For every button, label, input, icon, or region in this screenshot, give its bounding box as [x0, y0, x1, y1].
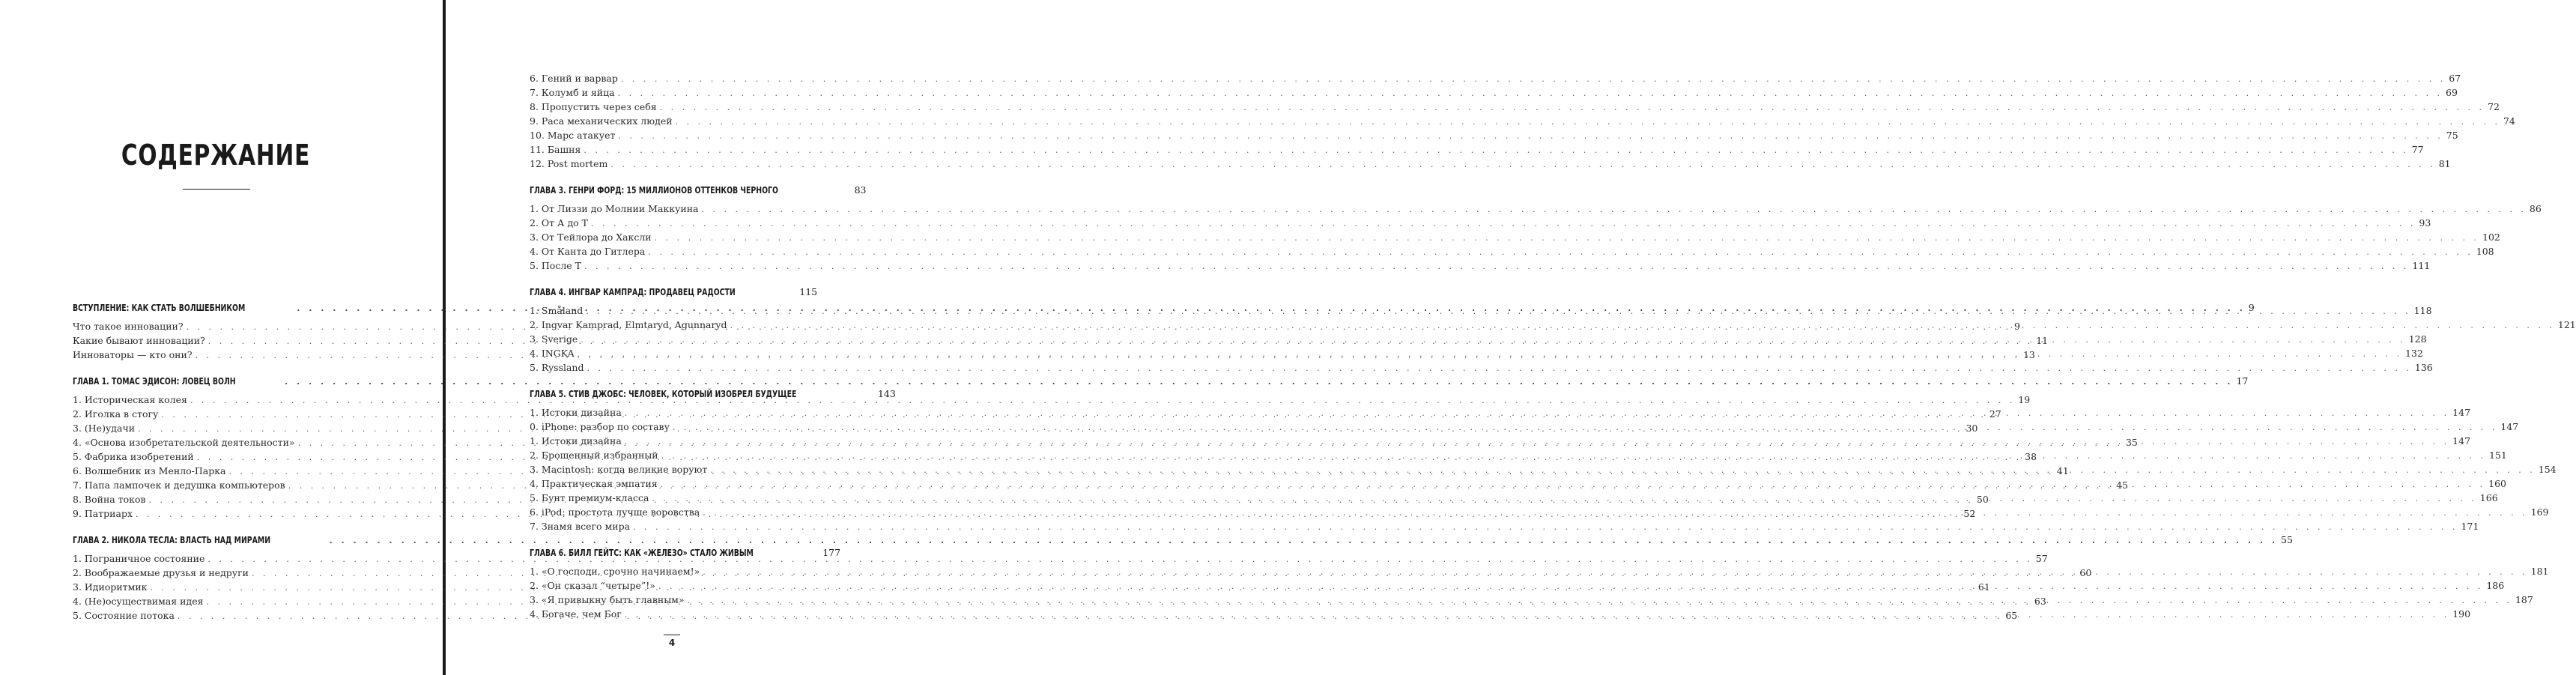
page-ref: 111: [2412, 260, 2431, 271]
dot-leader: [673, 420, 2497, 435]
entry-title: 4. INGKA: [530, 348, 575, 359]
entry-title: 1. Пограничное состояние: [73, 553, 205, 564]
toc-entry-row: [530, 346, 2423, 360]
dot-leader: [618, 129, 2443, 143]
page-ref: 136: [2414, 362, 2433, 373]
entry-title: 2. Воображаемые друзья и недруги: [73, 567, 249, 578]
toc-entry-row: [530, 216, 2431, 230]
dot-leader: [586, 304, 2410, 318]
chapter-title: ГЛАВА 5. СТИВ ДЖОБС: ЧЕЛОВЕК, КОТОРЫЙ ИЗОБРЕЛ БУДУЩЕЕ: [530, 389, 797, 399]
toc-entry-row: [530, 258, 2431, 273]
page-ref: 52: [1963, 508, 1976, 519]
page-ref: 55: [2281, 534, 2293, 545]
entry-title: 4. Практическая эмпатия: [530, 478, 658, 489]
dot-leader: [584, 143, 2408, 157]
toc-entry-row: [530, 244, 2494, 258]
page-ref: 60: [2079, 567, 2092, 578]
entry-title: 7. Папа лампочек и дедушка компьютеров: [73, 479, 285, 491]
entry-title: 2. Ingvar Kamprad, Elmtaryd, Agunnaryd: [530, 319, 727, 330]
dot-leader: [618, 86, 2443, 100]
entry-title: 1. Småland: [530, 305, 584, 316]
toc-entry-row: [530, 303, 2432, 318]
dot-leader: [688, 593, 2512, 608]
chapter-title: ВСТУПЛЕНИЕ: КАК СТАТЬ ВОЛШЕБНИКОМ: [73, 303, 246, 313]
page-ref: 65: [2005, 610, 2018, 621]
page-ref: 147: [2452, 407, 2471, 418]
entry-title: 3. Sverige: [530, 333, 578, 345]
page-ref: 69: [2446, 87, 2458, 98]
toc-entry-row: [530, 318, 2576, 332]
entry-title: 4. От Канта до Гитлера: [530, 246, 646, 257]
page-ref: 128: [2408, 333, 2427, 345]
dot-leader: [660, 100, 2485, 115]
toc-chapter-row: [530, 387, 896, 401]
page-ref: 35: [2125, 437, 2138, 448]
dot-leader: [648, 245, 2473, 259]
chapter-title: ГЛАВА 1. ТОМАС ЭДИСОН: ЛОВЕЦ ВОЛН: [73, 376, 236, 387]
dot-leader: [655, 231, 2479, 245]
dot-leader: [703, 565, 2527, 579]
page-ref: 77: [2411, 144, 2424, 155]
entry-title: 1. «О господи, срочно начинаем!»: [530, 566, 700, 577]
dot-leader: [710, 463, 2535, 477]
toc-chapter-row: [73, 533, 2293, 547]
page-ref: 72: [2488, 101, 2500, 112]
page-ref: 83: [854, 184, 867, 196]
page-ref: 50: [1976, 494, 1989, 505]
toc-chapter-row: [73, 374, 2249, 388]
dot-leader: [584, 259, 2409, 273]
entry-title: 8. Война токов: [73, 494, 146, 505]
page-ref: 30: [1966, 423, 1978, 434]
entry-title: 5. Состояние потока: [73, 610, 175, 621]
entry-title: 7. Колумб и яйца: [530, 87, 615, 98]
dot-leader: [625, 406, 2449, 420]
toc-entry-row: [530, 202, 2542, 216]
page-ref: 187: [2515, 594, 2533, 605]
entry-title: 5. Фабрика изобретений: [73, 451, 194, 462]
page-ref: 151: [2489, 450, 2507, 461]
entry-title: 2. Иголка в стогу: [73, 408, 159, 420]
page-ref: 17: [2236, 375, 2249, 387]
page-ref: 177: [822, 547, 841, 558]
dot-leader: [633, 520, 2458, 534]
page-ref: 41: [2056, 465, 2069, 476]
page-ref: 115: [799, 286, 818, 297]
page-ref: 57: [2035, 553, 2048, 564]
entry-title: 5. После Т: [530, 260, 581, 271]
page-ref: 181: [2530, 566, 2549, 577]
dot-leader: [591, 217, 2416, 231]
page-ref: 67: [2449, 73, 2461, 84]
page-ref: 166: [2479, 492, 2498, 503]
entry-title: 2. От А до Т: [530, 217, 589, 228]
entry-title: 9. Раса механических людей: [530, 115, 673, 127]
page-ref: 75: [2446, 130, 2458, 141]
dot-leader: [621, 72, 2446, 86]
entry-title: 3. Идиоритмик: [73, 581, 148, 593]
page-ref: 102: [2482, 231, 2500, 243]
page-ref: 186: [2486, 580, 2505, 591]
entry-title: 8. Пропустить через себя: [530, 101, 657, 112]
page-ref: 9: [2248, 302, 2255, 313]
page-number: 4: [668, 638, 676, 648]
dot-leader: [676, 115, 2500, 129]
entry-title: 0. iPhone: разбор по составу: [530, 421, 670, 432]
toc-entry-row: [530, 157, 2451, 171]
entry-title: 3. (Не)удачи: [73, 423, 136, 434]
entry-title: Какие бывают инновации?: [73, 335, 205, 346]
entry-title: 4. (Не)осуществимая идея: [73, 596, 204, 607]
dot-leader: [587, 361, 2412, 375]
entry-title: 5. Бунт премиум-класса: [530, 492, 649, 503]
page-ref: 108: [2476, 246, 2494, 257]
page-ref: 45: [2116, 479, 2128, 491]
toc-chapter-row: [530, 545, 841, 560]
page-ref: 93: [2419, 217, 2431, 228]
toc-entry-row: [530, 71, 2461, 85]
page-ref: 171: [2461, 521, 2479, 532]
chapter-title: ГЛАВА 4. ИНГВАР КАМПРАД: ПРОДАВЕЦ РАДОСТИ: [530, 287, 736, 297]
toc-entry-row: [530, 230, 2500, 244]
dot-leader: [661, 449, 2486, 463]
entry-title: 9. Патриарх: [73, 508, 133, 519]
page-ref: 147: [2500, 421, 2519, 432]
entry-title: 1. От Лиззи до Молнии Маккуина: [530, 203, 699, 214]
page-ref: 121: [2557, 319, 2576, 330]
entry-title: Что такое инновации?: [73, 321, 184, 332]
toc-entry-row: [530, 100, 2500, 114]
page-ref: 160: [2488, 478, 2506, 489]
entry-title: 4. Богаче, чем Бог: [530, 608, 622, 620]
chapter-title: ГЛАВА 3. ГЕНРИ ФОРД: 15 МИЛЛИОНОВ ОТТЕНКОВ ЧЕРНОГО: [530, 185, 778, 196]
toc-entry-row: [530, 114, 2515, 128]
chapter-title: ГЛАВА 6. БИЛЛ ГЕЙТС: КАК «ЖЕЛЕЗО» СТАЛО ЖИВЫМ: [530, 548, 754, 558]
entry-title: 3. От Тейлора до Хаксли: [530, 231, 652, 243]
chapter-title: ГЛАВА 2. НИКОЛА ТЕСЛА: ВЛАСТЬ НАД МИРАМИ: [73, 535, 271, 545]
page-ref: 132: [2405, 348, 2423, 359]
entry-title: 1. Историческая колея: [73, 394, 187, 405]
entry-title: 3. Macintosh: когда великие воруют: [530, 464, 708, 475]
entry-title: 5. Ryssland: [530, 362, 584, 373]
page-ref: 38: [2025, 451, 2037, 462]
dot-leader: [702, 202, 2527, 217]
page-ref: 169: [2530, 506, 2549, 518]
dot-leader: [730, 318, 2554, 333]
dot-leader: [658, 579, 2483, 593]
toc-chapter-row: [530, 183, 867, 197]
page-ref: 11: [2036, 335, 2049, 346]
dot-leader: [652, 491, 2476, 506]
dot-leader: [661, 477, 2485, 491]
page-ref: 63: [2034, 596, 2046, 607]
toc-entry-row: [530, 360, 2433, 375]
dot-leader: [625, 435, 2449, 449]
title-underline: [183, 189, 250, 190]
dot-leader: [581, 333, 2405, 347]
page-ref: 118: [2413, 305, 2432, 316]
toc-entry-row: [530, 128, 2458, 142]
entry-title: 6. iPod: простота лучше воровства: [530, 506, 700, 518]
toc-chapter-row: [530, 285, 818, 299]
page-ref: 9: [2013, 321, 2020, 332]
entry-title: 1. Истоки дизайна: [530, 407, 622, 418]
page-ref: 19: [2018, 394, 2031, 405]
entry-title: 11. Башня: [530, 144, 581, 155]
entry-title: 7. Знамя всего мира: [530, 521, 631, 532]
page-ref: 61: [1978, 581, 1990, 593]
page-ref: 27: [1989, 408, 2001, 420]
contents-title: СОДЕРЖАНИЕ: [121, 139, 311, 172]
page-ref: 86: [2529, 203, 2542, 214]
entry-title: 12. Post mortem: [530, 158, 608, 169]
page-ref: 147: [2452, 435, 2471, 447]
toc-entry-row: [530, 85, 2458, 100]
toc-entry-row: [530, 519, 2479, 533]
toc-entry-row: [530, 142, 2424, 157]
page-ref: 13: [2022, 349, 2035, 360]
entry-title: 1. Истоки дизайна: [530, 435, 622, 447]
dot-leader: [703, 506, 2527, 520]
dot-leader: [578, 347, 2402, 361]
entry-title: 3. «Я привыкну быть главным»: [530, 594, 685, 605]
page-ref: 74: [2503, 115, 2515, 127]
entry-title: 6. Волшебник из Менло-Парка: [73, 465, 226, 476]
entry-title: 6. Гений и варвар: [530, 73, 618, 84]
page-ref: 143: [877, 388, 896, 399]
dot-leader: [610, 157, 2435, 172]
entry-title: 4. «Основа изобретательской деятельности»: [73, 437, 295, 448]
entry-title: 2. Брошенный избранный: [530, 450, 658, 461]
page-ref: 154: [2538, 464, 2557, 475]
page-ref: 190: [2452, 608, 2471, 620]
entry-title: 2. «Он сказал “четыре”!»: [530, 580, 655, 591]
entry-title: Инноваторы — кто они?: [73, 349, 193, 360]
entry-title: 10. Марс атакует: [530, 130, 616, 141]
page-ref: 81: [2438, 158, 2451, 169]
dot-leader: [625, 608, 2449, 622]
